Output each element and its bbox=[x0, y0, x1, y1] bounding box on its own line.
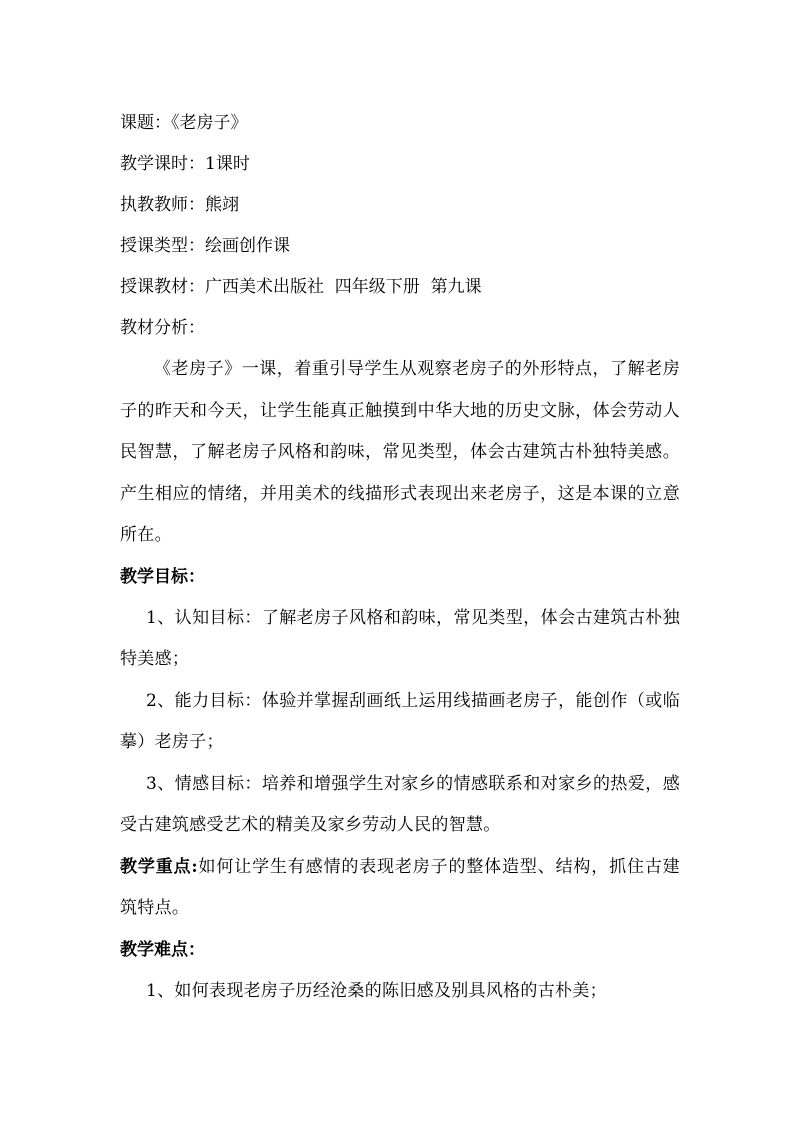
period-label: 教学课时： bbox=[120, 154, 205, 174]
material-value: 广西美术出版社 四年级下册 第九课 bbox=[205, 277, 482, 297]
teacher-label: 执教教师： bbox=[120, 195, 205, 215]
key-point-body: 如何让学生有感情的表现老房子的整体造型、结构，抓住古建筑特点。 bbox=[120, 856, 680, 918]
objective-item-1: 1、认知目标：了解老房子风格和韵味，常见类型，体会古建筑古朴独特美感； bbox=[120, 607, 680, 669]
key-point-paragraph bbox=[120, 847, 680, 930]
period-value: 1课时 bbox=[205, 154, 250, 174]
objective-item-2: 2、能力目标：体验并掌握刮画纸上运用线描画老房子，能创作（或临摹）老房子； bbox=[120, 690, 680, 752]
material-line bbox=[120, 267, 680, 308]
topic-line bbox=[120, 103, 680, 144]
type-value: 绘画创作课 bbox=[205, 236, 290, 256]
teacher-value: 熊翊 bbox=[205, 195, 239, 215]
period-line bbox=[120, 144, 680, 185]
material-label: 授课教材： bbox=[120, 277, 205, 297]
type-label: 授课类型： bbox=[120, 236, 205, 256]
lesson-plan-content bbox=[120, 103, 680, 1012]
objectives-heading: 教学目标： bbox=[120, 566, 205, 587]
analysis-heading: 教材分析： bbox=[120, 318, 205, 338]
type-line bbox=[120, 226, 680, 267]
teacher-line bbox=[120, 185, 680, 226]
topic-label: 课题： bbox=[120, 113, 171, 133]
key-point-heading: 教学重点: bbox=[120, 856, 198, 877]
topic-value: 《老房子》 bbox=[171, 113, 248, 133]
difficulty-heading: 教学难点： bbox=[120, 939, 205, 960]
difficulty-item-1: 1、如何表现老房子历经沧桑的陈旧感及别具风格的古朴美； bbox=[146, 980, 607, 1001]
analysis-paragraph: 《老房子》一课，着重引导学生从观察老房子的外形特点，了解老房子的昨天和今天，让学生能真正触摸到中华大地的历史文脉，体会劳动人民智慧，了解老房子风格和韵味，常见类型，体会古建筑古朴独特美感。产生相应的情绪，并用美术的线描形式表现出来老房子，这是本课的立意所在。 bbox=[120, 359, 680, 545]
objective-item-3: 3、情感目标：培养和增强学生对家乡的情感联系和对家乡的热爱，感受古建筑感受艺术的精美及家乡劳动人民的智慧。 bbox=[120, 773, 680, 835]
